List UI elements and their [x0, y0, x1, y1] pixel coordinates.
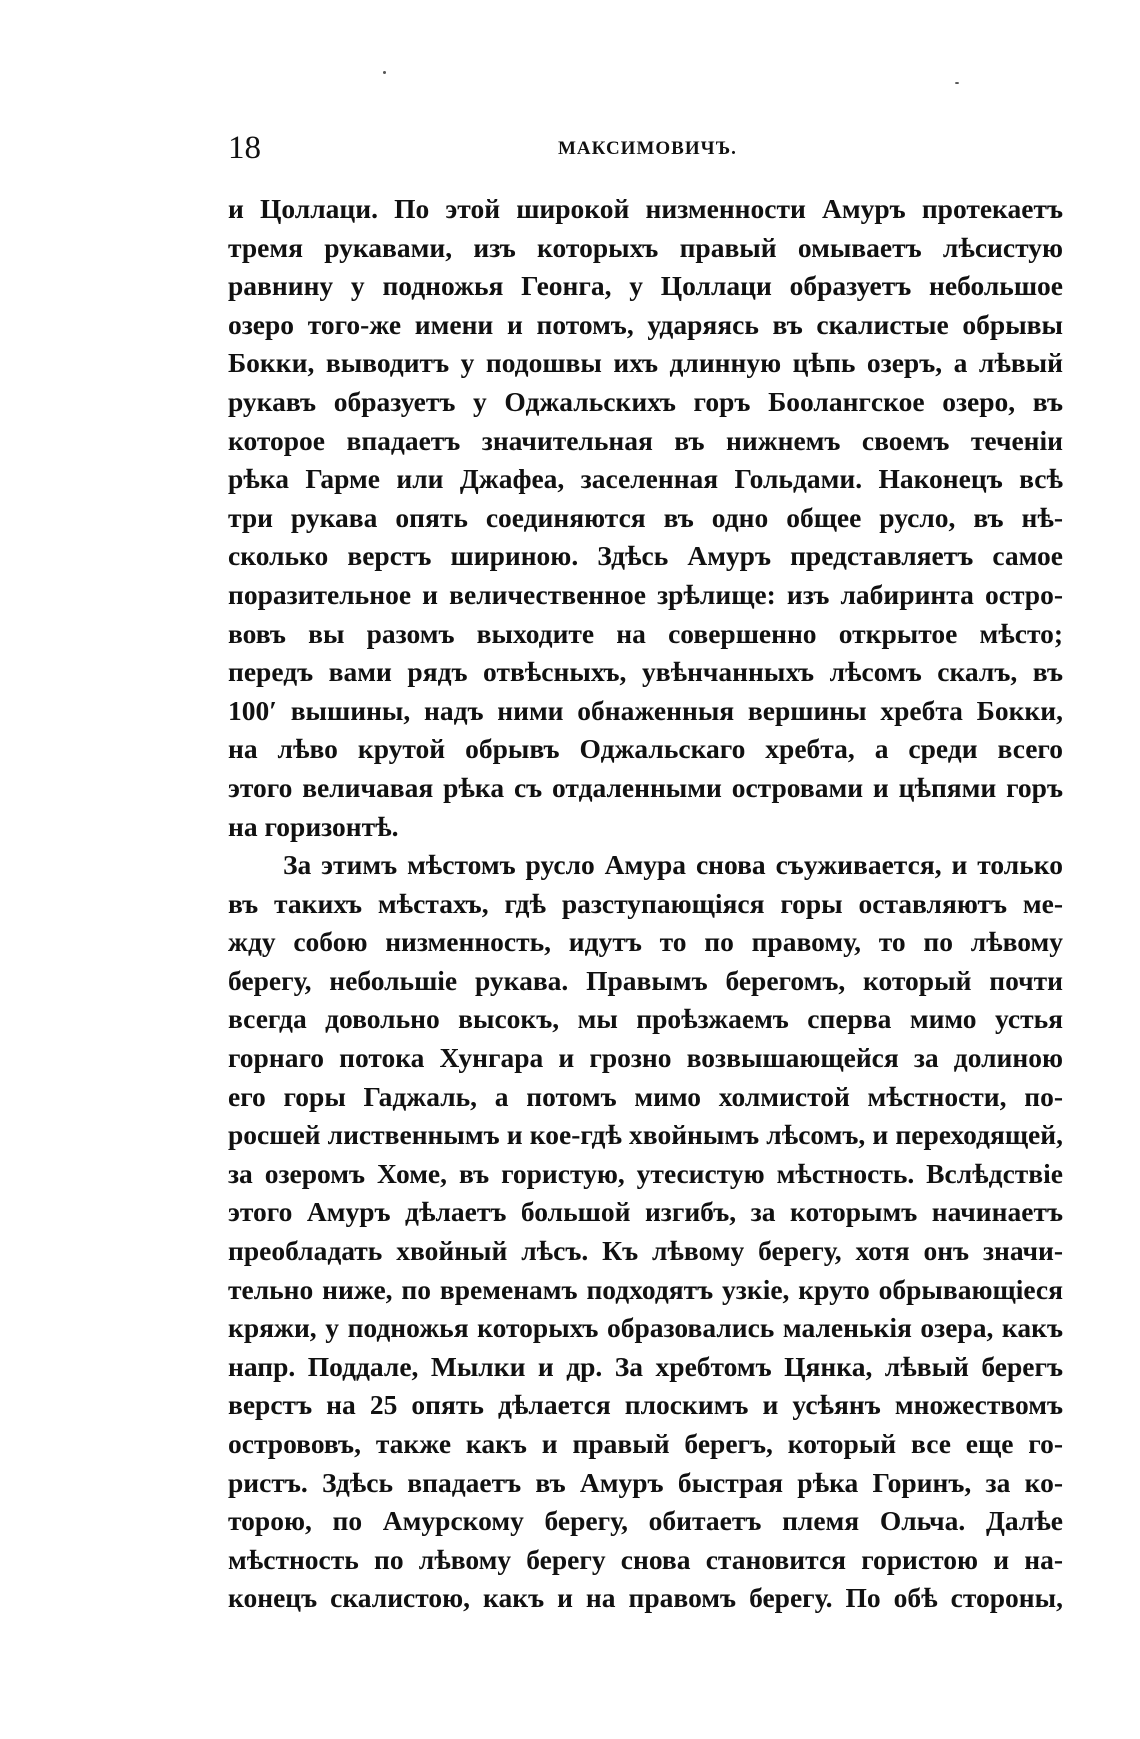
text-line: ристъ. Здѣсь впадаетъ въ Амуръ быстрая рѣка Горинъ, за ко-: [228, 1466, 1063, 1498]
text-line: озеро того-же имени и потомъ, ударяясь въ скалистые обрывы: [228, 308, 1063, 340]
paragraph-2: [228, 846, 1063, 1618]
text-line: три рукава опять соединяются въ одно общее русло, въ нѣ-: [228, 501, 1063, 533]
text-line: кряжи, у подножья которыхъ образовались маленькія озера, какъ: [228, 1312, 1063, 1344]
text-line: за озеромъ Хоме, въ гористую, утесистую мѣстность. Вслѣдствіе: [228, 1157, 1063, 1189]
text-line: 100′ вышины, надъ ними обнаженныя вершины хребта Бокки,: [228, 694, 1063, 726]
text-line: на лѣво крутой обрывъ Оджальскаго хребта, а среди всего: [228, 733, 1063, 765]
text-line: и Цоллаци. По этой широкой низменности Амуръ протекаетъ: [228, 193, 1063, 224]
text-line: преобладать хвойный лѣсъ. Къ лѣвому берегу, хотя онъ значи-: [228, 1235, 1063, 1267]
text-line: этого величавая рѣка съ отдаленными островами и цѣпями горъ: [228, 771, 1063, 803]
scan-speck: [955, 82, 959, 84]
text-line: Бокки, выводитъ у подошвы ихъ длинную цѣпь озеръ, а лѣвый: [228, 347, 1063, 379]
text-line: рѣка Гарме или Джафеа, заселенная Гольдами. Наконецъ всѣ: [228, 463, 1063, 495]
text-line: поразительное и величественное зрѣлище: изъ лабиринта остро-: [228, 578, 1063, 610]
text-line: этого Амуръ дѣлаетъ большой изгибъ, за которымъ начинаетъ: [228, 1196, 1063, 1228]
text-line: острововъ, также какъ и правый берегъ, который все еще го-: [228, 1428, 1063, 1459]
text-line: верстъ на 25 опять дѣлается плоскимъ и усѣянъ множествомъ: [228, 1389, 1063, 1421]
text-line: торою, по Амурскому берегу, обитаетъ племя Ольча. Далѣе: [228, 1505, 1063, 1537]
page-number: 18: [228, 130, 261, 166]
body-text: [228, 190, 1063, 1618]
text-line: берегу, небольшіе рукава. Правымъ берегомъ, который почти: [228, 964, 1063, 996]
text-line: За этимъ мѣстомъ русло Амура снова съуживается, и только: [283, 849, 1063, 881]
text-line: мѣстность по лѣвому берегу снова становится гористою и на-: [228, 1543, 1063, 1575]
text-line: въ такихъ мѣстахъ, гдѣ разступающіяся горы оставляютъ ме-: [228, 887, 1063, 919]
text-line: рукавъ образуетъ у Оджальскихъ горъ Боолангское озеро, въ: [228, 385, 1063, 417]
text-line: тельно ниже, по временамъ подходятъ узкіе, круто обрывающіеся: [228, 1273, 1063, 1305]
text-line: напр. Поддале, Мылки и др. За хребтомъ Цянка, лѣвый берегъ: [228, 1350, 1063, 1382]
scan-speck: [383, 71, 386, 74]
paragraph-1: [228, 190, 1063, 846]
text-line: жду собою низменность, идутъ то по правому, то по лѣвому: [228, 926, 1063, 958]
text-line: на горизонтѣ.: [228, 810, 399, 842]
text-line: конецъ скалистою, какъ и на правомъ берегу. По обѣ стороны,: [228, 1582, 1063, 1614]
text-line: всегда довольно высокъ, мы проѣзжаемъ сперва мимо устья: [228, 1003, 1063, 1035]
text-line: вовъ вы разомъ выходите на совершенно открытое мѣсто;: [228, 617, 1063, 649]
text-line: его горы Гаджаль, а потомъ мимо холмистой мѣстности, по-: [228, 1080, 1063, 1112]
text-line: горнаго потока Хунгара и грозно возвышающейся за долиною: [228, 1042, 1063, 1074]
running-head: МАКСИМОВИЧЪ.: [558, 138, 737, 159]
text-line: которое впадаетъ значительная въ нижнемъ своемъ теченіи: [228, 424, 1063, 456]
text-line: тремя рукавами, изъ которыхъ правый омываетъ лѣсистую: [228, 231, 1063, 263]
text-line: равнину у подножья Геонга, у Цоллаци образуетъ небольшое: [228, 270, 1063, 302]
page-header: [228, 130, 1063, 174]
text-line: сколько верстъ шириною. Здѣсь Амуръ представляетъ самое: [228, 540, 1063, 572]
text-line: росшей лиственнымъ и кое-гдѣ хвойнымъ лѣсомъ, и переходящей,: [228, 1119, 1063, 1151]
text-line: передъ вами рядъ отвѣсныхъ, увѣнчанныхъ лѣсомъ скалъ, въ: [228, 656, 1063, 688]
